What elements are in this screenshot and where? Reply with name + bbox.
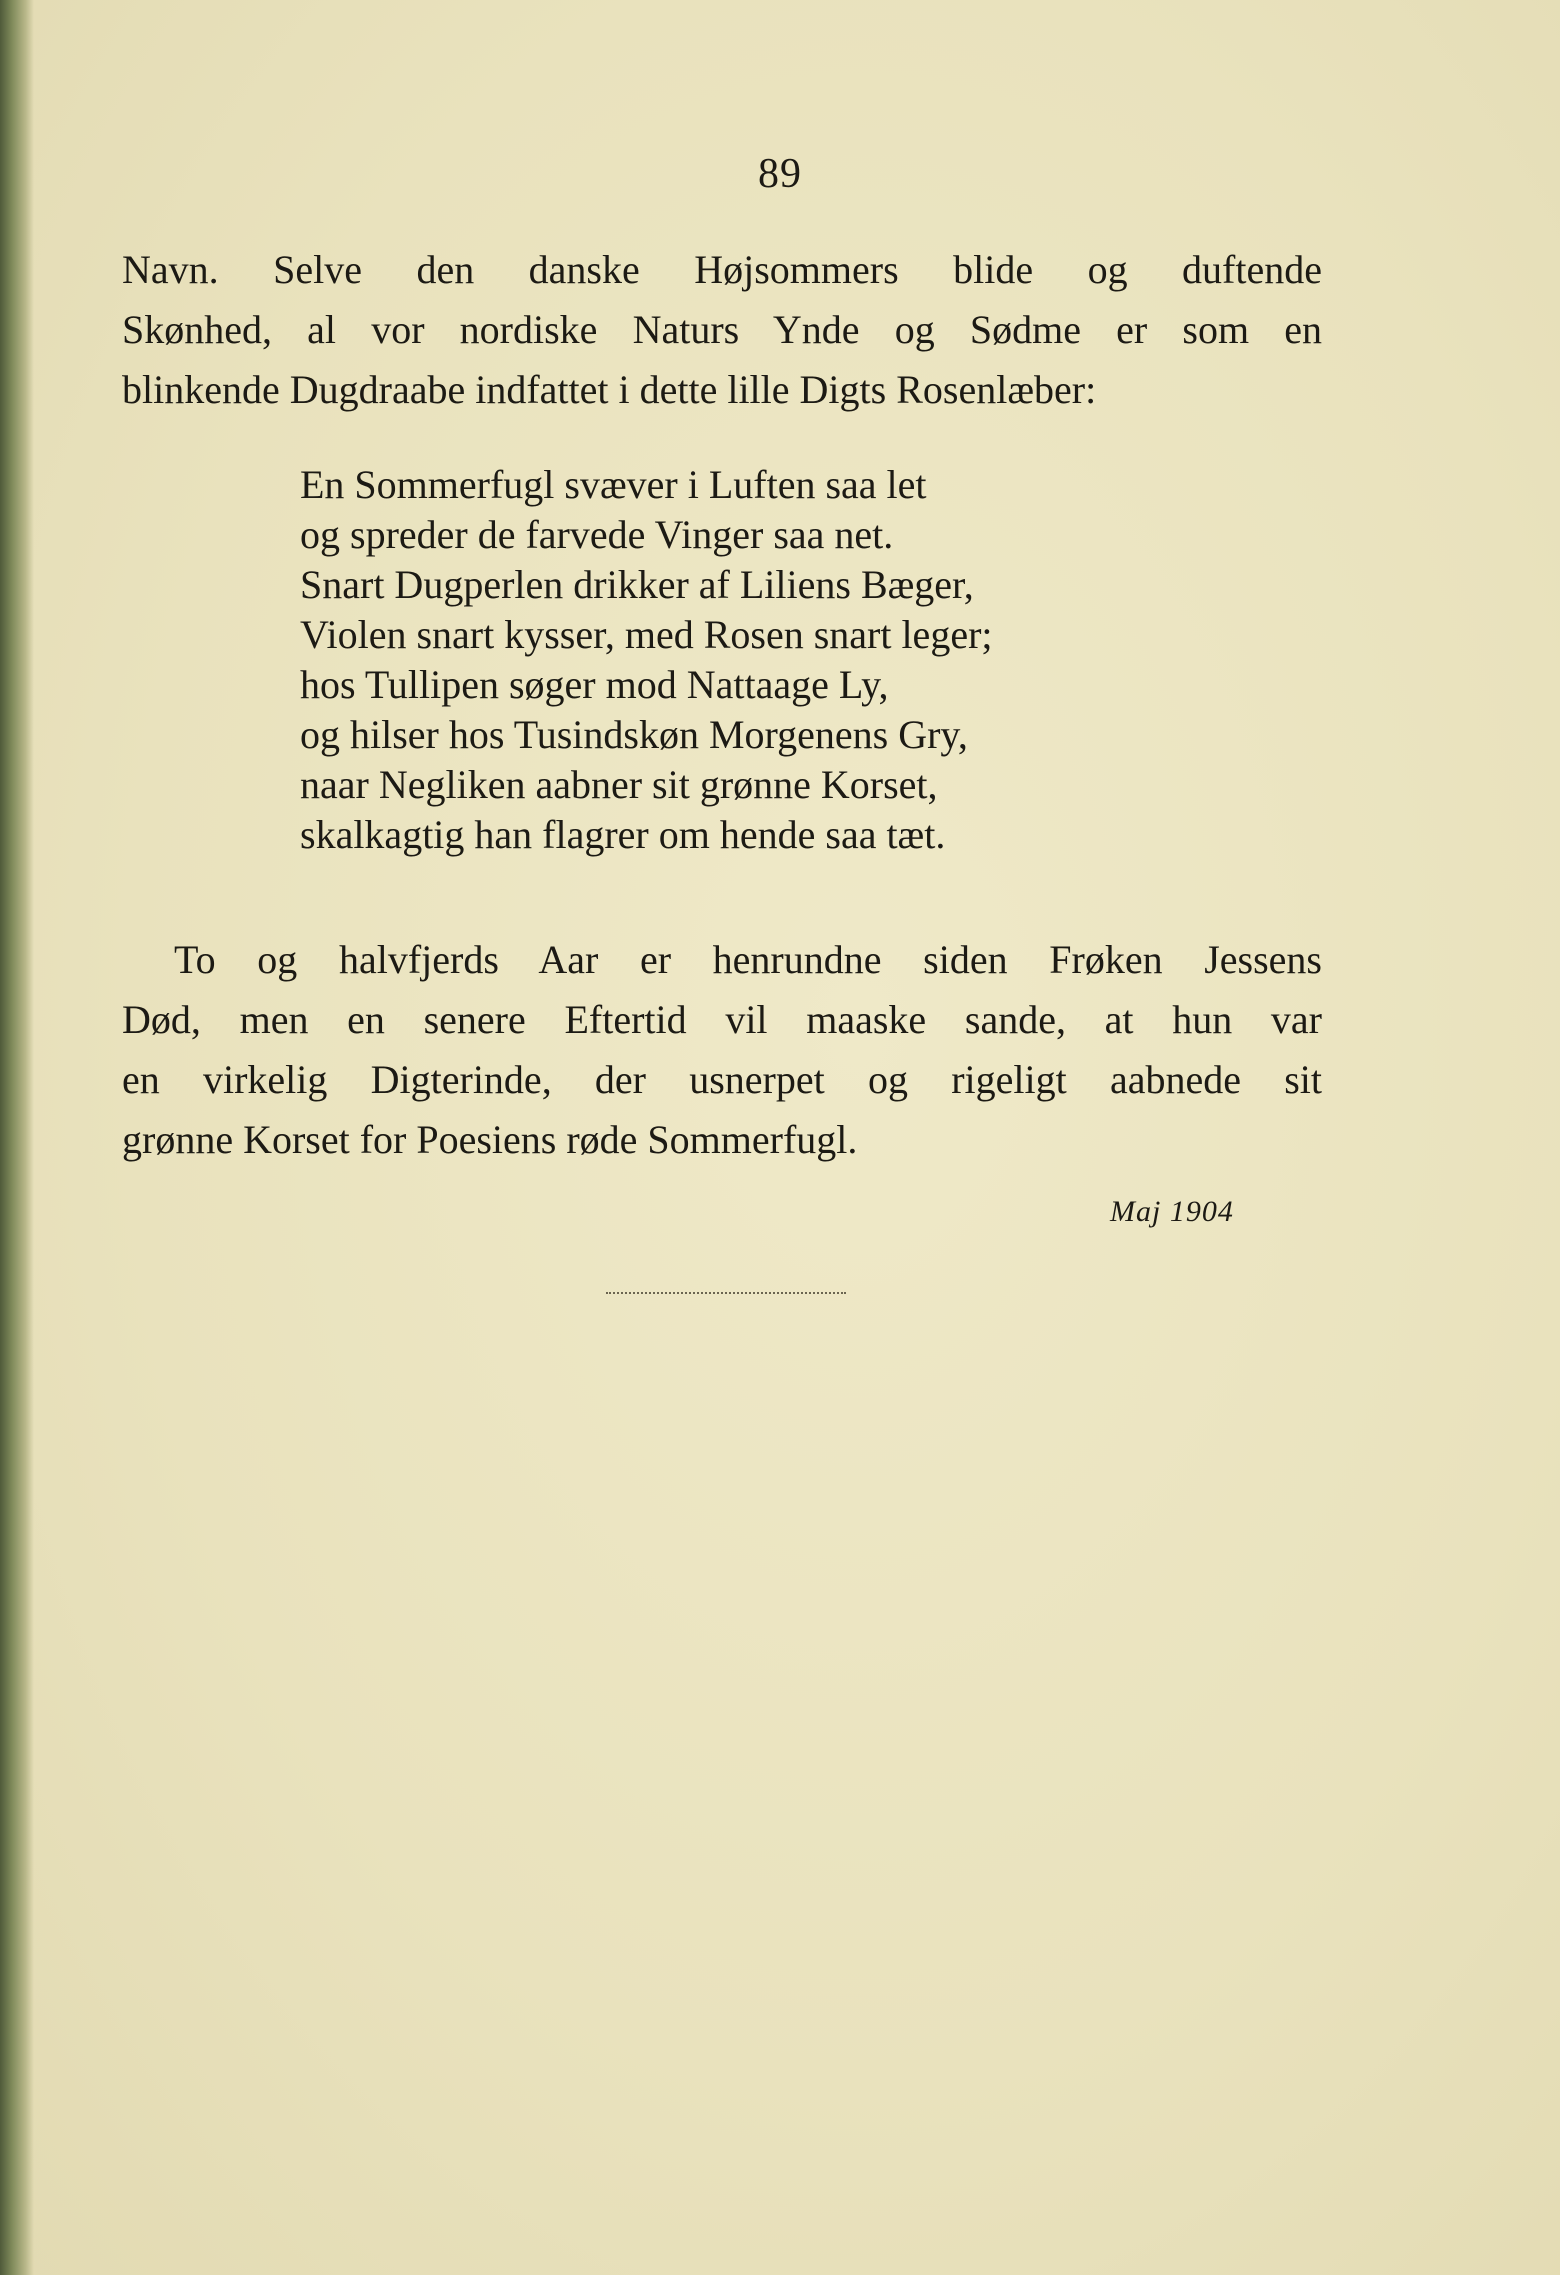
paragraph-intro [122, 240, 1322, 420]
text-line: Død, men en senere Eftertid vil maaske sande, at hun var [122, 997, 1322, 1042]
text-line: grønne Korset for Poesiens røde Sommerfugl. [122, 1117, 858, 1162]
poem-verse: naar Negliken aabner sit grønne Korset, [300, 762, 938, 807]
text-line: Navn. Selve den danske Højsommers blide og duftende [122, 247, 1322, 292]
text-line: en virkelig Digterinde, der usnerpet og rigeligt aabnede sit [122, 1057, 1322, 1102]
date-signature: Maj 1904 [1110, 1195, 1234, 1228]
poem-verse: hos Tullipen søger mod Nattaage Ly, [300, 662, 889, 707]
poem-verse: Snart Dugperlen drikker af Liliens Bæger, [300, 562, 974, 607]
book-spine-shadow [0, 0, 34, 2275]
text-line: To og halvfjerds Aar er henrundne siden Frøken Jessens [174, 937, 1322, 982]
paragraph-closing [122, 930, 1322, 1170]
text-line: blinkende Dugdraabe indfattet i dette lille Digts Rosenlæber: [122, 367, 1097, 412]
poem-verse: og spreder de farvede Vinger saa net. [300, 512, 894, 557]
poem-verse: og hilser hos Tusindskøn Morgenens Gry, [300, 712, 968, 757]
poem-verse: Violen snart kysser, med Rosen snart leger; [300, 612, 993, 657]
text-line: Skønhed, al vor nordiske Naturs Ynde og Sødme er som en [122, 307, 1322, 352]
poem-verse: En Sommerfugl svæver i Luften saa let [300, 462, 927, 507]
poem-verse: skalkagtig han flagrer om hende saa tæt. [300, 812, 946, 857]
poem-block [300, 460, 993, 860]
page-number: 89 [758, 151, 802, 197]
end-rule-divider [606, 1292, 846, 1294]
